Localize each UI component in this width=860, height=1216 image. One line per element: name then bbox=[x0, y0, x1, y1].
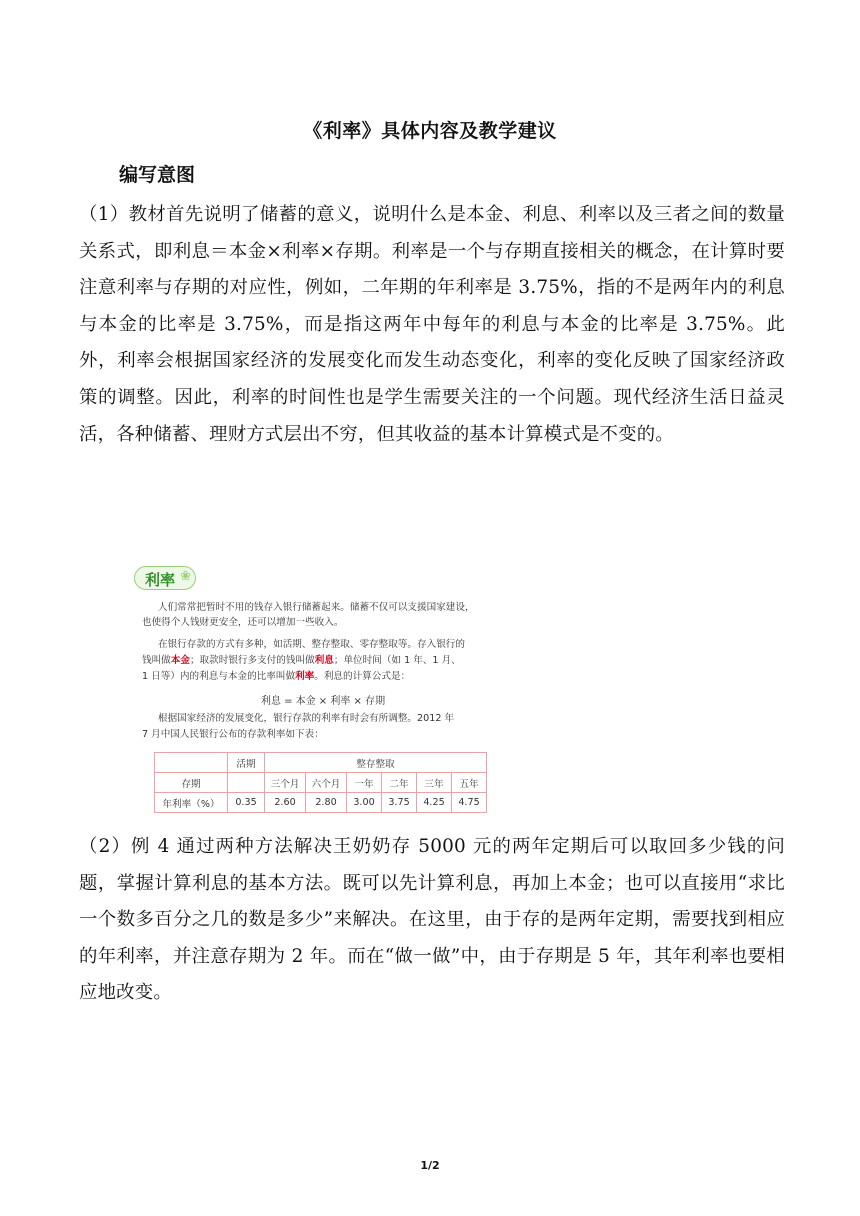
table-rate: 4.75 bbox=[452, 793, 487, 813]
figure-line-4c: ；单位时间（如 1 年、1 月、 bbox=[333, 655, 461, 666]
figure-line-4 bbox=[142, 655, 461, 667]
term-rate: 利率 bbox=[295, 671, 315, 682]
table-cell-empty bbox=[228, 773, 265, 793]
table-header-row bbox=[155, 753, 487, 773]
term-interest: 利息 bbox=[314, 655, 334, 666]
table-term-label: 存期 bbox=[155, 773, 228, 793]
table-header-current: 活期 bbox=[228, 753, 265, 773]
figure-line-4b: ；取款时银行多支付的钱叫做 bbox=[189, 655, 315, 666]
table-header-fixed: 整存整取 bbox=[265, 753, 487, 773]
figure-line-5 bbox=[142, 671, 410, 683]
table-term: 五年 bbox=[452, 773, 487, 793]
figure-line-5a: 1 日等）内的利息与本金的比率叫做 bbox=[142, 671, 296, 682]
table-row-rates bbox=[155, 793, 487, 813]
paragraph-1 bbox=[79, 197, 785, 453]
table-term: 一年 bbox=[347, 773, 382, 793]
interest-rate-table bbox=[154, 752, 487, 813]
paragraph-2 bbox=[79, 829, 785, 1012]
table-rate: 2.60 bbox=[265, 793, 306, 813]
figure-line-2: 也使得个人钱财更安全，还可以增加一些收入。 bbox=[142, 617, 344, 628]
term-principal: 本金 bbox=[170, 655, 190, 666]
figure-line-6: 根据国家经济的发展变化，银行存款的利率有时会有所调整。2012 年 bbox=[158, 713, 455, 724]
table-rate: 2.80 bbox=[306, 793, 347, 813]
figure-badge bbox=[134, 566, 196, 590]
figure-line-1: 人们常常把暂时不用的钱存入银行储蓄起来。储蓄不仅可以支援国家建设， bbox=[158, 602, 475, 613]
paragraph-1-text: （1）教材首先说明了储蓄的意义，说明什么是本金、利息、利率以及三者之间的数量关系式，即利息＝本金×利率×存期。利率是一个与存期直接相关的概念，在计算时要注意利率与存期的对应性，例如，二年期的年利率是 3.75%，指的不是两年内的利息与本金的比率是 3.75%，而是指这两年中每年的利息与本金的比率是 3.75%。此外，利率会根据国家经济的发展变化而发生动态变化，利率的变化反映了国家经济政策的调整。因此，利率的时间性也是学生需要关注的一个问题。现代经济生活日益灵活，各种储蓄、理财方式层出不穷，但其收益的基本计算模式是不变的。 bbox=[79, 204, 785, 445]
swirl-icon: ❀ bbox=[180, 569, 191, 584]
page-number: 1/2 bbox=[420, 1159, 440, 1172]
table-rate: 3.00 bbox=[347, 793, 382, 813]
table-rate-label: 年利率（%） bbox=[155, 793, 228, 813]
document-title: 《利率》具体内容及教学建议 bbox=[303, 120, 557, 142]
table-cell-empty bbox=[155, 753, 228, 773]
table-rate-current: 0.35 bbox=[228, 793, 265, 813]
paragraph-2-text: （2）例 4 通过两种方法解决王奶奶存 5000 元的两年定期后可以取回多少钱的问题，掌握计算利息的基本方法。既可以先计算利息，再加上本金；也可以直接用“求比一个数多百分之几的数是多少”来解决。在这里，由于存的是两年定期，需要找到相应的年利率，并注意存期为 2 年。而在“做一做”中，由于存期是 5 年，其年利率也要相应地改变。 bbox=[79, 836, 785, 1004]
table-term: 三年 bbox=[417, 773, 452, 793]
figure-badge-label: 利率 bbox=[145, 571, 176, 589]
table-term: 三个月 bbox=[265, 773, 306, 793]
interest-formula: 利息 = 本金 × 利率 × 存期 bbox=[260, 696, 386, 707]
table-rate: 4.25 bbox=[417, 793, 452, 813]
table-rate: 3.75 bbox=[382, 793, 417, 813]
section-heading: 编写意图 bbox=[119, 164, 196, 186]
table-row-terms bbox=[155, 773, 487, 793]
textbook-figure bbox=[130, 562, 516, 818]
table-term: 六个月 bbox=[306, 773, 347, 793]
figure-line-4a: 钱叫做 bbox=[142, 655, 171, 666]
table-term: 二年 bbox=[382, 773, 417, 793]
figure-line-3: 在银行存款的方式有多种，如活期、整存整取、零存整取等。存入银行的 bbox=[158, 639, 465, 650]
figure-line-7: 7 月中国人民银行公布的存款利率如下表： bbox=[142, 729, 324, 740]
figure-line-5b: 。利息的计算公式是： bbox=[314, 671, 411, 682]
